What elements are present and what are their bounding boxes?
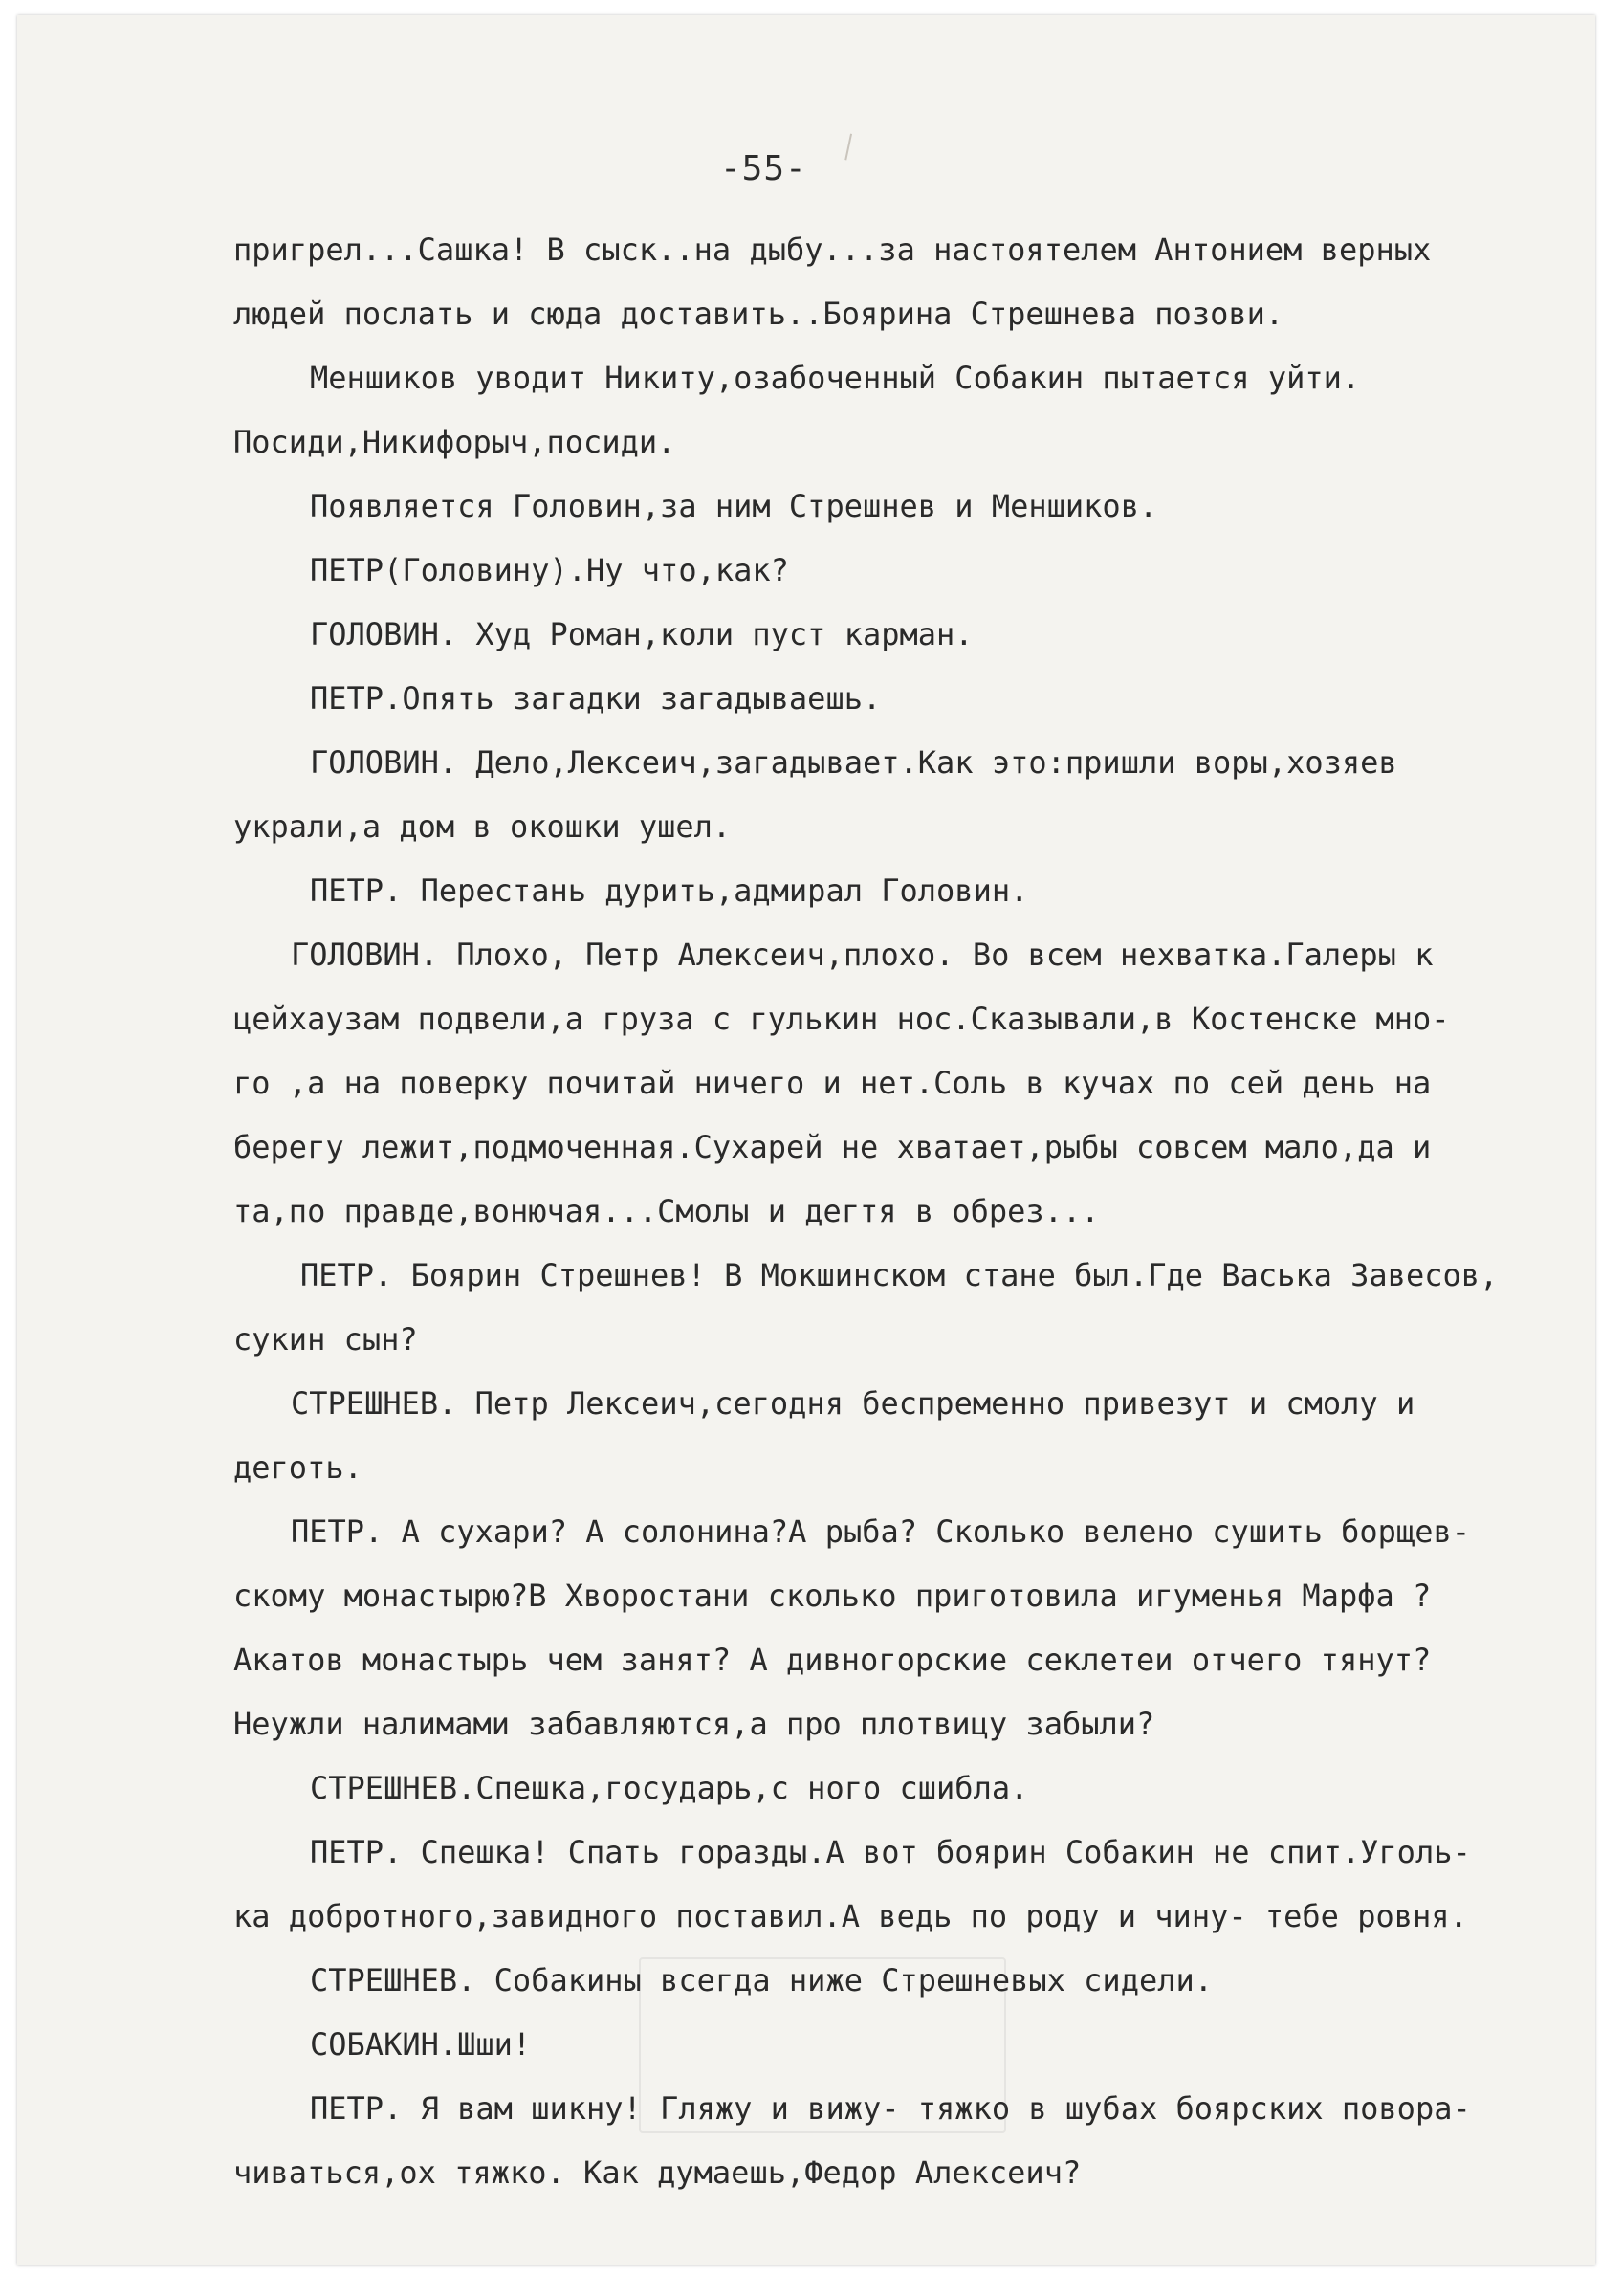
text-line: ГОЛОВИН. Дело,Лексеич,загадывает.Как это:пришли воры,хозяев	[310, 744, 1397, 781]
text-line: скому монастырю?В Хворостани сколько приготовила игуменья Марфа ?	[233, 1578, 1432, 1614]
text-line: ПЕТР(Головину).Ну что,как?	[310, 552, 789, 588]
text-line: ПЕТР. А сухари? А солонина?А рыба? Сколько велено сушить борщев-	[291, 1513, 1470, 1550]
text-line: Появляется Головин,за ним Стрешнев и Меншиков.	[310, 488, 1158, 524]
text-line: СТРЕШНЕВ.Спешка,государь,с ного сшибла.	[310, 1770, 1029, 1806]
typed-text-body	[233, 218, 1563, 2205]
page-number: -55-	[720, 149, 807, 188]
text-line: пригрел...Сашка! В сыск..на дыбу...за настоятелем Антонием верных	[233, 232, 1432, 268]
text-line: Посиди,Никифорыч,посиди.	[233, 424, 676, 460]
text-line: ГОЛОВИН. Худ Роман,коли пуст карман.	[310, 616, 974, 652]
text-line: ПЕТР. Я вам шикну! Гляжу и вижу- тяжко в шубах боярских повора-	[310, 2090, 1471, 2127]
text-line: берегу лежит,подмоченная.Сухарей не хватает,рыбы совсем мало,да и	[233, 1129, 1432, 1165]
text-line: го ,а на поверку почитай ничего и нет.Соль в кучах по сей день на	[233, 1065, 1432, 1101]
text-line: СОБАКИН.Шши!	[310, 2026, 532, 2063]
text-line: та,по правде,вонючая...Смолы и дегтя в обрез...	[233, 1193, 1100, 1229]
text-line: СТРЕШНЕВ. Петр Лексеич,сегодня беспременно привезут и смолу и	[291, 1385, 1415, 1422]
text-line: чиваться,ох тяжко. Как думаешь,Федор Алексеич?	[233, 2154, 1082, 2191]
text-line: украли,а дом в окошки ушел.	[233, 808, 732, 845]
text-line: Меншиков уводит Никиту,озабоченный Собакин пытается уйти.	[310, 360, 1361, 396]
text-line: цейхаузам подвели,а груза с гулькин нос.Сказывали,в Костенске мно-	[233, 1001, 1450, 1037]
text-line: ка добротного,завидного поставил.А ведь по роду и чину- тебе ровня.	[233, 1898, 1468, 1934]
text-line: Акатов монастырь чем занят? А дивногорские секлетеи отчего тянут?	[233, 1642, 1432, 1678]
text-line: людей послать и сюда доставить..Боярина Стрешнева позови.	[233, 296, 1284, 332]
faint-stamp-impression	[639, 1957, 1006, 2133]
text-line: СТРЕШНЕВ. Собакины всегда ниже Стрешневых сидели.	[310, 1962, 1214, 1998]
paper-sheet	[17, 15, 1595, 2265]
text-line: ПЕТР.Опять загадки загадываешь.	[310, 680, 882, 717]
text-line: Неужли налимами забавляются,а про плотвицу забыли?	[233, 1706, 1155, 1742]
text-line: ПЕТР. Спешка! Спать горазды.А вот боярин Собакин не спит.Уголь-	[310, 1834, 1471, 1870]
text-line: деготь.	[233, 1449, 362, 1486]
stray-pencil-mark	[844, 134, 865, 164]
text-line: сукин сын?	[233, 1321, 418, 1358]
text-line: ГОЛОВИН. Плохо, Петр Алексеич,плохо. Во всем нехватка.Галеры к	[291, 937, 1434, 973]
text-line: ПЕТР. Перестань дурить,адмирал Головин.	[310, 872, 1029, 909]
text-line: ПЕТР. Боярин Стрешнев! В Мокшинском стане был.Где Васька Завесов,	[300, 1257, 1499, 1293]
